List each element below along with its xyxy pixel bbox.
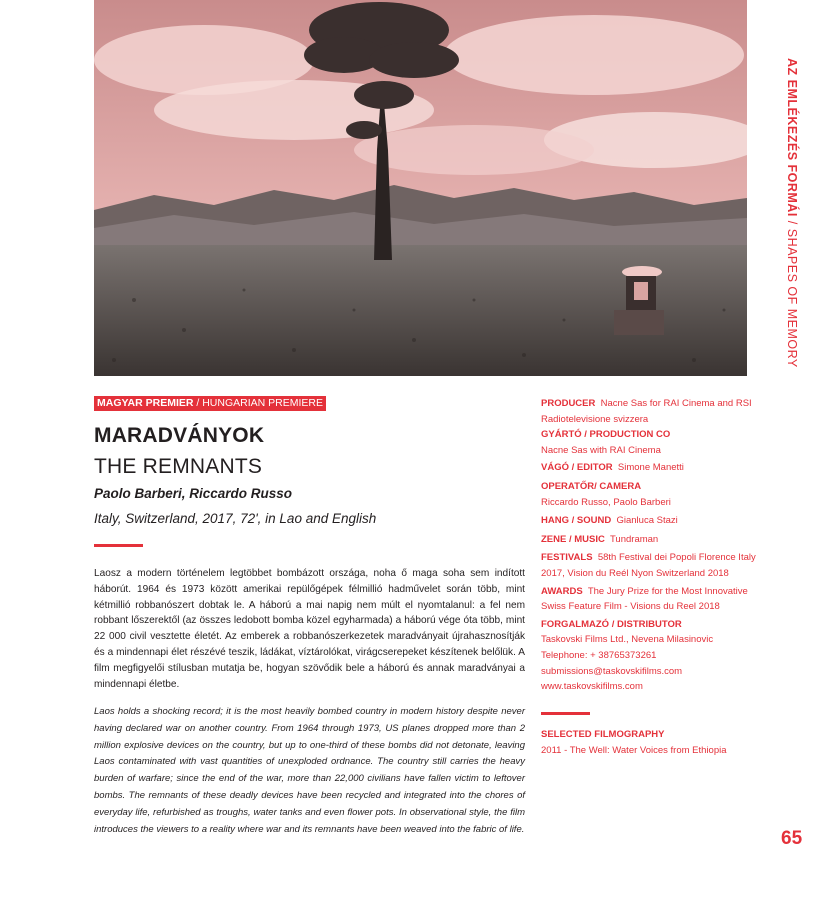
title-divider [94,544,143,547]
credit-value: Nacne Sas for RAI Cinema and RSI Radiotelevisione svizzera [541,398,752,425]
credits-block [541,396,756,695]
filmography-item: 2011 - The Well: Water Voices from Ethiopia [541,744,727,756]
credit-distributor [541,617,756,648]
credit-music [541,532,756,548]
distributor-email[interactable]: submissions@taskovskifilms.com [541,665,683,677]
credit-value: Taskovski Films Ltd., Nevena Milasinovic [541,634,714,646]
premiere-badge [94,396,326,411]
film-directors: Paolo Barberi, Riccardo Russo [94,486,293,501]
credit-value: Nacne Sas with RAI Cinema [541,444,661,456]
credit-label: FESTIVALS [541,552,593,564]
film-still-photo [94,0,747,376]
credit-awards [541,584,756,615]
section-side-title [779,58,799,368]
film-origin: Italy, Switzerland, 2017, 72', in Lao and English [94,511,377,526]
side-title-hu: AZ EMLÉKEZÉS FORMÁI [785,58,799,217]
credit-label: FORGALMAZÓ / DISTRIBUTOR [541,618,682,630]
credit-editor [541,460,756,476]
credit-label: OPERATŐR/ CAMERA [541,480,642,492]
credit-value: Tundraman [609,533,659,545]
credit-label: PRODUCER [541,398,596,409]
side-title-en: / SHAPES OF MEMORY [785,216,799,368]
credit-value: The Jury Prize for the Most Innovative Swiss Feature Film - Visions du Reel 2018 [541,585,748,613]
credit-value: Riccardo Russo, Paolo Barberi [541,496,671,508]
credit-producer [541,396,756,427]
film-title-en: THE REMNANTS [94,455,263,478]
credit-label: AWARDS [541,585,583,597]
synopsis-en: Laos holds a shocking record; it is the most heavily bombed country in modern history despite never having declared war on another country. From 1964 through 1973, US planes dropped more than 2 million explosive devices on the country, but up to one-third of these bombs did not detonate, leaving Laos contaminated with vast quantities of unexploded ordnance. The country still carries the heavy burden of warfare; since the end of the war, more than 22,000 civilians have fallen victim to leftover bombs. The remnants of these deadly devices have been recycled and integrated into the chores of everyday life, refurbished as troughs, water tanks and even flower pots. In observational style, the film introduces the viewers to a reality where war and its remnants have been weaved into the fabric of life. [94,706,525,835]
credit-label: GYÁRTÓ / PRODUCTION CO [541,429,671,441]
distributor-website[interactable]: www.taskovskifilms.com [541,681,643,693]
credit-label: VÁGÓ / EDITOR [541,462,613,474]
filmography-label: SELECTED FILMOGRAPHY [541,729,665,740]
credit-sound [541,513,756,529]
credit-label: ZENE / MUSIC [541,533,605,545]
distributor-phone: Telephone: + 38765373261 [541,649,657,661]
credit-value: Gianluca Stazi [616,515,678,527]
credit-value: Simone Manetti [617,462,684,474]
credit-festivals [541,550,756,581]
premiere-badge-hu: MAGYAR PREMIER [97,397,194,409]
credit-label: HANG / SOUND [541,515,612,527]
credit-value: 58th Festival dei Popoli Florence Italy 2017, Vision du Reél Nyon Switzerland 2018 [541,552,756,579]
page-number: 65 [781,828,803,849]
premiere-badge-en: / HUNGARIAN PREMIERE [193,397,323,409]
film-title-hu: MARADVÁNYOK [94,424,265,447]
credit-production-co [541,427,756,458]
credits-divider [541,712,590,715]
selected-filmography [541,727,756,758]
credit-camera [541,479,756,510]
synopsis-hu: Laosz a modern történelem legtöbbet bombázott országa, noha ő maga soha sem indított háborút. 1964 és 1973 között amerikai repülőgépek félmillió hadművelet során több, mint kétmillió robbanószert dobtak le. A háború a mai napig nem múlt el nyomtalanul: a fel nem robbant lőszerektől (az összes ledobott bomba közel egyharmada) a háború vége óta több, mint 22 000 civil vesztette életét. Az emberek a robbanószerkezetek maradványait újrahasznosítják és a mindennapi élet részévé teszik, ládákat, víztárolókat, virágcserepeket készítenek belőlük. A film megfigyelői stílusban mutatja be, hogyan szövődik bele a háború és annak maradványai a mindennapi életbe. [94,568,525,690]
